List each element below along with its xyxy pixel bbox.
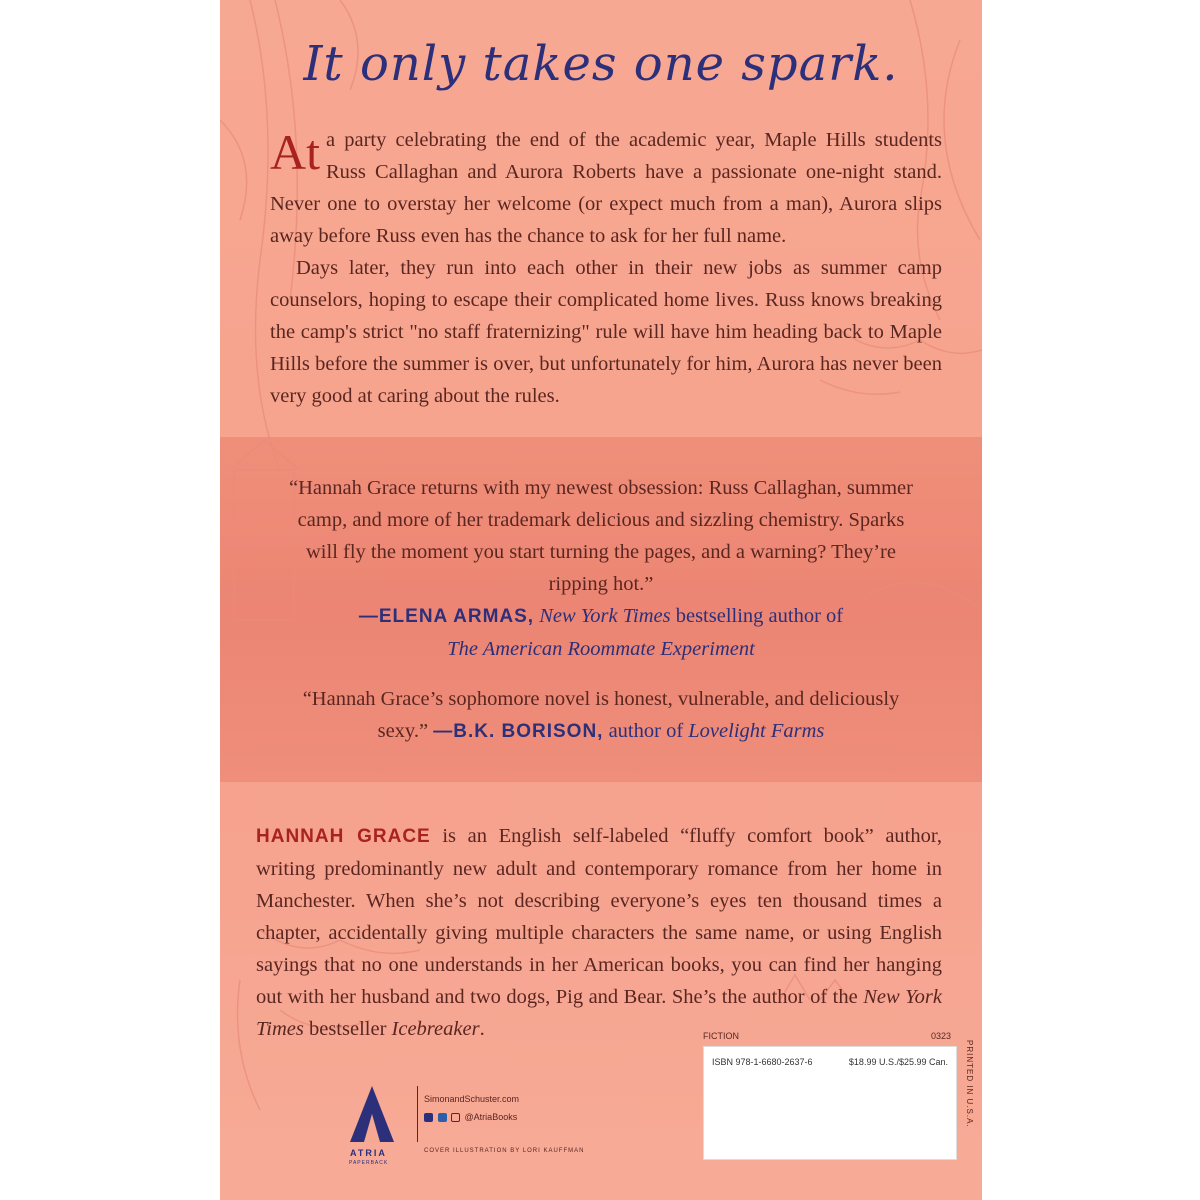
- quote-1-book: The American Roommate Experiment: [447, 638, 755, 660]
- code-label: 0323: [930, 1031, 951, 1041]
- social-handle: @AtriaBooks: [464, 1112, 518, 1122]
- book-back-cover: [220, 0, 982, 1200]
- blurb-paragraph-2: Days later, they run into each other in their new jobs as summer camp counselors, hoping to escape their complicated home lives. Russ knows breaking the camp's strict "no staff fraternizing" rule will have him heading back to Maple Hills before the summer is over, but unfortunately for him, Aurora has never been very good at caring about the rules.: [270, 257, 942, 407]
- atria-logo-icon: [342, 1078, 402, 1158]
- review-quotes: [280, 472, 922, 748]
- publisher-website: SimonandSchuster.com: [424, 1094, 520, 1104]
- barcode-box: [703, 1046, 957, 1160]
- bio-book-title: Icebreaker: [391, 1018, 480, 1040]
- quote-1-author: —ELENA ARMAS,: [358, 606, 535, 627]
- blurb-paragraph-1: a party celebrating the end of the academic year, Maple Hills students Russ Callaghan and Aurora Roberts have a passionate one-night stand. Never one to overstay her welcome (or expect much from a man), Aurora slips away before Russ even has the chance to ask for her full name.: [270, 129, 942, 247]
- publisher-logo-text: ATRIA: [350, 1148, 387, 1158]
- printed-in-label: PRINTED IN U.S.A.: [965, 1040, 974, 1128]
- drop-cap: At: [270, 124, 320, 180]
- social-row: [424, 1108, 519, 1126]
- quote-1: [280, 472, 922, 665]
- bio-bestseller: bestseller: [308, 1018, 387, 1040]
- quote-2-text: “Hannah Grace’s sophomore novel is honest, vulnerable, and deliciously sexy.”: [302, 688, 900, 742]
- bio-publication: New York Times: [256, 986, 942, 1040]
- instagram-icon: [451, 1113, 460, 1122]
- author-bio: HANNAH GRACE is an English self-labeled “fluffy comfort book” author, writing predominantly new adult and contemporary romance from her home in Manchester. When she’s not describing everyone’s eyes ten thousand times a chapter, accidentally giving multiple characters the same name, or using English sayings that no one understands in her American books, you can find her hanging out with her husband and two dogs, Pig and Bear. She’s the author of the New York Times bestseller Icebreaker.: [256, 825, 942, 1040]
- isbn: ISBN 978-1-6680-2637-6: [712, 1057, 813, 1067]
- quote-1-credit: bestselling author of: [675, 605, 844, 627]
- facebook-icon: [424, 1113, 433, 1122]
- category-label: FICTION: [703, 1031, 739, 1041]
- tagline: It only takes one spark.: [303, 36, 899, 92]
- quote-2: [280, 683, 922, 748]
- quote-1-publication: New York Times: [539, 605, 671, 627]
- publisher-info: [424, 1090, 519, 1126]
- quote-2-credit: author of: [608, 720, 684, 742]
- price: $18.99 U.S./$25.99 Can.: [848, 1057, 948, 1067]
- twitter-icon: [438, 1113, 447, 1122]
- logo-divider: [417, 1086, 418, 1142]
- cover-credit: COVER ILLUSTRATION BY LORI KAUFFMAN: [424, 1148, 585, 1154]
- publisher-logo-sub: PAPERBACK: [349, 1160, 389, 1166]
- author-bio-text: is an English self-labeled “fluffy comfort book” author, writing predominantly new adult and contemporary romance from her home in Manchester. When she’s not describing everyone’s eyes ten thousand times a chapter, accidentally giving multiple characters the same name, or using English sayings that no one understands in her American books, you can find her hanging out with her husband and two dogs, Pig and Bear. She’s the author of the: [256, 825, 942, 1008]
- barcode-label: [703, 1031, 955, 1041]
- author-name: HANNAH GRACE: [256, 826, 431, 847]
- quote-1-text: “Hannah Grace returns with my newest obsession: Russ Callaghan, summer camp, and more of her trademark delicious and sizzling chemistry. Sparks will fly the moment you start turning the pages, and a warning? They’re ripping hot.”: [289, 477, 913, 595]
- blurb: [270, 124, 942, 412]
- quote-2-author: —B.K. BORISON,: [433, 721, 604, 742]
- quote-2-book: Lovelight Farms: [688, 720, 825, 742]
